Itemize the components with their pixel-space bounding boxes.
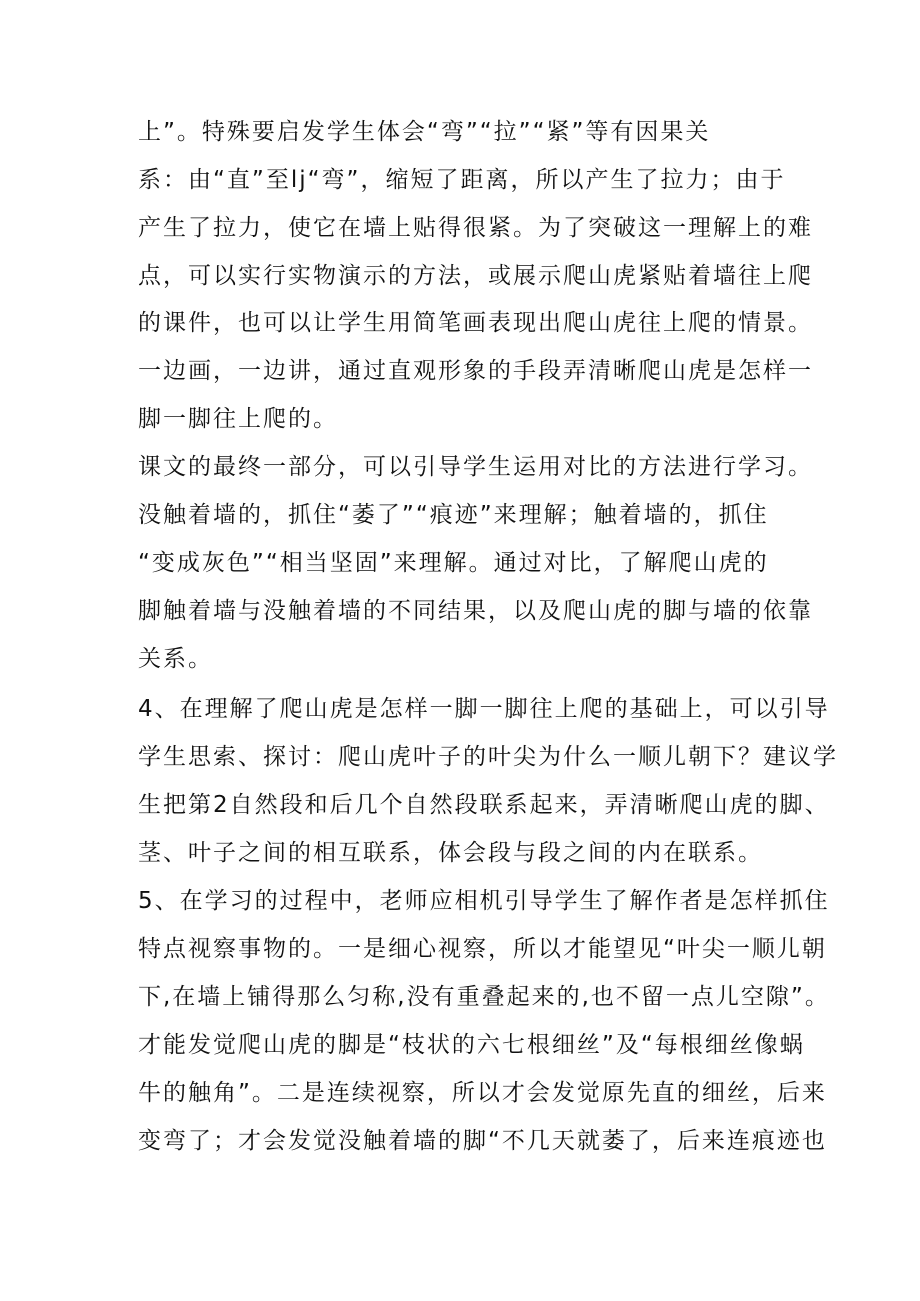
text-line: 一边画，一边讲，通过直观形象的手段弄清晰爬山虎是怎样一 — [138, 358, 813, 384]
text-line: 上”。特殊要启发学生体会“弯”“拉”“紧”等有因果关 — [138, 119, 711, 145]
text-line: 变弯了；才会发觉没触着墙的脚“不几天就萎了，后来连痕迹也 — [138, 1128, 827, 1154]
text-line: 产生了拉力，使它在墙上贴得很紧。为了突破这一理解上的难 — [138, 215, 813, 241]
text-line: 学生思索、探讨：爬山虎叶子的叶尖为什么一顺儿朝下？建议学 — [138, 744, 838, 770]
text-line: 才能发觉爬山虎的脚是“枝状的六七根细丝”及“每根细丝像蜗 — [138, 1032, 805, 1058]
text-line: 关系。 — [138, 646, 213, 672]
text-line: “变成灰色”“相当坚固”来理解。通过对比，了解爬山虎的 — [138, 550, 769, 576]
text-line: 特点视察事物的。一是细心视察，所以才能望见“叶尖一顺儿朝 — [138, 936, 827, 962]
text-line: 没触着墙的，抓住“萎了”“痕迹”来理解；触着墙的，抓住 — [138, 502, 769, 528]
text-line: 茎、叶子之间的相互联系，体会段与段之间的内在联系。 — [138, 840, 763, 866]
text-line: 生把第2自然段和后几个自然段联系起来，弄清晰爬山虎的脚、 — [138, 792, 830, 818]
text-line: 点，可以实行实物演示的方法，或展示爬山虎紧贴着墙往上爬 — [138, 263, 813, 289]
text-line: 的课件，也可以让学生用简笔画表现出爬山虎往上爬的情景。 — [138, 310, 813, 336]
text-line: 下,在墙上铺得那么匀称,没有重叠起来的,也不留一点儿空隙”。 — [138, 984, 830, 1010]
text-line: 牛的触角”。二是连续视察，所以才会发觉原先直的细丝，后来 — [138, 1080, 827, 1106]
text-line: 脚触着墙与没触着墙的不同结果，以及爬山虎的脚与墙的依靠 — [138, 598, 813, 624]
text-line: 5、在学习的过程中，老师应相机引导学生了解作者是怎样抓住 — [138, 888, 830, 914]
text-line: 系：由“直”至lj“弯”，缩短了距离，所以产生了拉力；由于 — [138, 167, 786, 193]
text-line: 4、在理解了爬山虎是怎样一脚一脚往上爬的基础上，可以引导 — [138, 696, 830, 722]
text-line: 课文的最终一部分，可以引导学生运用对比的方法进行学习。 — [138, 454, 813, 480]
text-line: 脚一脚往上爬的。 — [138, 406, 338, 432]
